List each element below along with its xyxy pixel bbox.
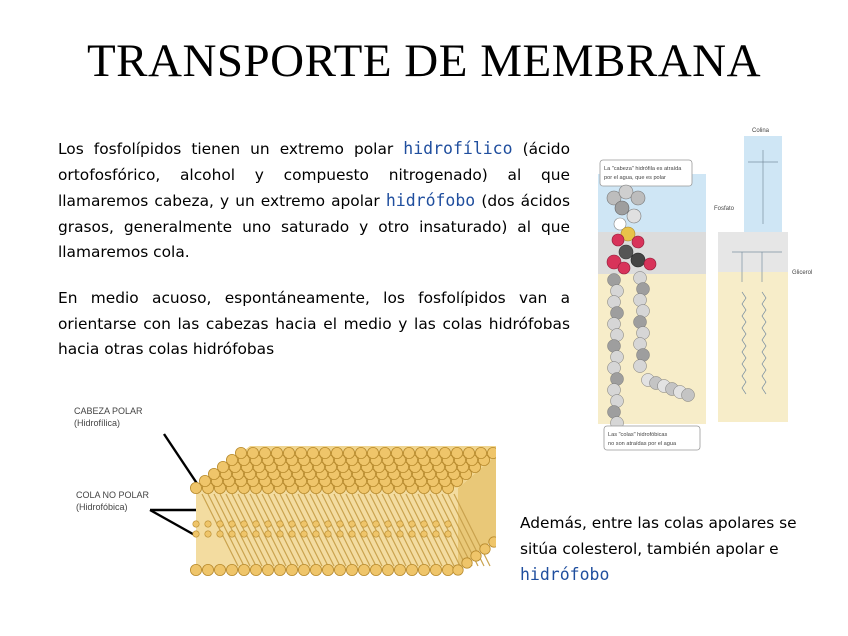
callout-head-line2: por el agua, que es polar [604,175,666,181]
callout-head-line1: La "cabeza" hidrófila es atraída [604,166,682,172]
formula-tail-zone [718,272,788,422]
keyword-hydrophilic: hidrofílico [403,139,513,158]
bilayer-block [190,446,496,576]
paragraph-text: Además, entre las colas apolares se sitúa colesterol, también apolar e [520,514,797,558]
callout-tail-line2: no son atraídas por el agua [608,441,677,447]
label-colina: Colina [752,128,770,134]
page-title: TRANSPORTE DE MEMBRANA [86,35,762,87]
label-head-line1: CABEZA POLAR [74,406,143,416]
label-tail-line2: (Hidrofóbica) [76,502,128,512]
paragraph-text: (ácido ortofosfórico, alcohol y compuesto nitrogenado) al que llamaremos cabeza, y un extremo apolar [58,140,570,211]
label-tail-line1: COLA NO POLAR [76,490,150,500]
keyword-hydrophobic: hidrófobo [520,565,610,584]
paragraph-aqueous-medium: En medio acuoso, espontáneamente, los fosfolípidos van a orientarse con las cabezas hacia el medio y las colas hidrófobas hacia otras colas hidrófobas [58,289,570,359]
paragraph-phospholipids [58,136,570,266]
label-head-line2: (Hidrofílica) [74,418,121,428]
callout-box [600,160,692,186]
pointer-head [164,434,200,488]
lipid-bilayer-figure [56,392,496,620]
paragraph-cholesterol [520,510,830,588]
keyword-hydrophobic: hidrófobo [385,191,476,211]
paragraph-text: Los fosfolípidos tienen un extremo polar [58,140,404,158]
paragraph-text: (dos ácidos grasos, generalmente uno saturado y otro insaturado) al que llamaremos cola. [58,192,570,262]
phospholipid-molecule-figure [592,122,822,458]
callout-tail-line1: Las "colas" hidrofóbicas [608,432,668,438]
label-glicerol: Glicerol [792,270,813,276]
label-fosfato: Fosfato [714,206,735,212]
